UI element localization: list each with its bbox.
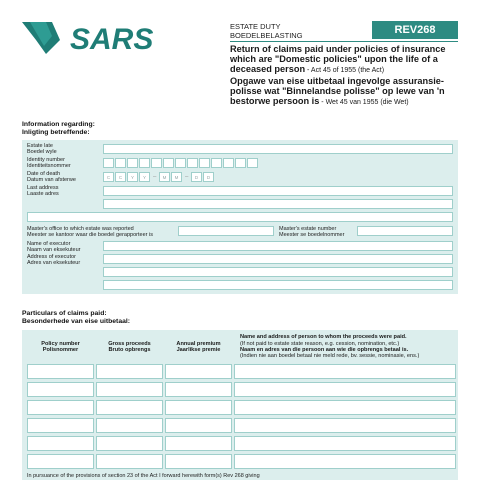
payee-cell[interactable] xyxy=(234,400,456,415)
sars-logo-graphic xyxy=(22,18,162,58)
annual-premium-cell[interactable] xyxy=(165,454,232,469)
annual-premium-cell[interactable] xyxy=(165,418,232,433)
gross-proceeds-cell[interactable] xyxy=(96,400,163,415)
masters-number-label-en: Master's estate number xyxy=(279,226,337,232)
estate-late-label-af: Boedel wyle xyxy=(27,149,57,156)
id-number-label-en: Identity number xyxy=(27,157,65,163)
policy-number-cell[interactable] xyxy=(27,436,94,451)
policy-number-cell[interactable] xyxy=(27,364,94,379)
id-number-label xyxy=(27,157,71,169)
id-cell[interactable] xyxy=(187,158,198,168)
annual-premium-cell[interactable] xyxy=(165,436,232,451)
form-code-badge: REV268 xyxy=(372,21,458,39)
form-title-en xyxy=(230,44,470,77)
last-address-label xyxy=(27,185,59,197)
doc-type-en: ESTATE DUTY xyxy=(230,22,281,31)
title-af-act: - Wet 45 van 1955 (die Wet) xyxy=(319,99,409,107)
title-en-act: - Act 45 of 1955 (the Act) xyxy=(305,67,385,75)
id-cell[interactable] xyxy=(103,158,114,168)
payee-cell[interactable] xyxy=(234,436,456,451)
executor-address-line-3[interactable] xyxy=(103,280,453,290)
last-address-label-af: Laaste adres xyxy=(27,191,59,198)
col2-en: Gross proceeds xyxy=(108,340,151,347)
masters-number-label xyxy=(279,226,344,238)
last-address-label-en: Last address xyxy=(27,185,59,191)
date-separator: – xyxy=(153,174,157,180)
last-address-line-2[interactable] xyxy=(103,199,453,209)
executor-address-label xyxy=(27,254,80,266)
col-header-policy-number xyxy=(27,334,94,360)
id-cell[interactable] xyxy=(127,158,138,168)
title-en-text: Return of claims paid under policies of insurance which are "Domestic policies" upon the life of a deceased person xyxy=(230,44,446,75)
policy-number-cell[interactable] xyxy=(27,418,94,433)
dod-cell-century[interactable]: C xyxy=(115,172,126,182)
dod-cell-century[interactable]: C xyxy=(103,172,114,182)
last-address-line-3[interactable] xyxy=(27,212,453,222)
gross-proceeds-cell[interactable] xyxy=(96,454,163,469)
dod-label-af: Datum van afsterwe xyxy=(27,177,76,184)
payee-cell[interactable] xyxy=(234,364,456,379)
executor-label-af: Naam van eksekuteur xyxy=(27,247,81,254)
estate-late-label-en: Estate late xyxy=(27,143,53,149)
dod-label-en: Date of death xyxy=(27,171,61,177)
masters-office-label xyxy=(27,226,153,238)
dod-cell-year[interactable]: Y xyxy=(139,172,150,182)
masters-office-label-af: Meester se kantoor waar die boedel gerapporteer is xyxy=(27,232,153,239)
policy-number-cell[interactable] xyxy=(27,454,94,469)
claims-section-heading xyxy=(22,310,130,325)
col-header-annual-premium xyxy=(165,334,232,360)
dod-cell-year[interactable]: Y xyxy=(127,172,138,182)
claims-heading-af: Besonderhede van eise uitbetaal: xyxy=(22,317,131,325)
gross-proceeds-cell[interactable] xyxy=(96,382,163,397)
id-cell[interactable] xyxy=(235,158,246,168)
id-cell[interactable] xyxy=(175,158,186,168)
policy-number-cell[interactable] xyxy=(27,400,94,415)
annual-premium-cell[interactable] xyxy=(165,400,232,415)
gross-proceeds-cell[interactable] xyxy=(96,436,163,451)
policy-number-cell[interactable] xyxy=(27,382,94,397)
form-title-af xyxy=(230,76,470,109)
footer-text: In pursuance of the provisions of section 23 of the Act I forward herewith form(s) Rev 268 giving xyxy=(27,473,260,479)
executor-address-label-en: Address of executor xyxy=(27,254,76,260)
claims-table xyxy=(22,330,458,480)
id-number-label-af: Identiteitsnommer xyxy=(27,163,71,170)
executor-address-line-1[interactable] xyxy=(103,254,453,264)
payee-cell[interactable] xyxy=(234,382,456,397)
id-cell[interactable] xyxy=(139,158,150,168)
col4-af-note: (Indien nie aan boedel betaal nie meld rede, bv. sessie, nominasie, ens.) xyxy=(240,353,420,360)
annual-premium-cell[interactable] xyxy=(165,382,232,397)
info-heading-af: Inligting betreffende: xyxy=(22,128,90,136)
payee-cell[interactable] xyxy=(234,454,456,469)
col3-en: Annual premium xyxy=(176,340,221,347)
info-heading-en: Information regarding: xyxy=(22,121,95,128)
executor-name-field[interactable] xyxy=(103,241,453,251)
header-divider xyxy=(230,41,458,42)
document-type xyxy=(230,23,303,40)
masters-office-label-en: Master's office to which estate was reported xyxy=(27,226,134,232)
col-header-payee xyxy=(234,332,456,362)
col4-en-note: (If not paid to estate state reason, e.g. cession, nomination, etc.) xyxy=(240,340,400,347)
col1-af: Polisnommer xyxy=(42,347,79,353)
id-cell[interactable] xyxy=(199,158,210,168)
masters-office-field[interactable] xyxy=(178,226,274,236)
masters-number-label-af: Meester se boedelnommer xyxy=(279,232,345,239)
gross-proceeds-cell[interactable] xyxy=(96,364,163,379)
claims-heading-en: Particulars of claims paid: xyxy=(22,310,107,317)
col2-af: Bruto opbrengs xyxy=(108,347,151,353)
id-cell[interactable] xyxy=(151,158,162,168)
dod-cell-day[interactable]: D xyxy=(191,172,202,182)
doc-type-af: BOEDELBELASTING xyxy=(230,30,303,40)
col4-af: Naam en adres van die persoon aan wie die opbrengs betaal is. xyxy=(240,347,409,353)
dod-cell-month[interactable]: M xyxy=(171,172,182,182)
id-cell[interactable] xyxy=(247,158,258,168)
id-cell[interactable] xyxy=(223,158,234,168)
executor-address-line-2[interactable] xyxy=(103,267,453,277)
sars-logo xyxy=(22,18,162,58)
executor-label-en: Name of executor xyxy=(27,241,71,247)
id-cell[interactable] xyxy=(211,158,222,168)
title-af-text: Opgawe van eise uitbetaal ingevolge assuransie-polisse wat "Binnelandse polisse" op lewe van 'n bestorwe persoon is xyxy=(230,76,445,107)
executor-label xyxy=(27,241,81,253)
last-address-line-1[interactable] xyxy=(103,186,453,196)
estate-late-label xyxy=(27,143,57,155)
id-cell[interactable] xyxy=(115,158,126,168)
col1-en: Policy number xyxy=(41,340,80,347)
dod-label xyxy=(27,171,76,183)
annual-premium-cell[interactable] xyxy=(165,364,232,379)
date-separator: – xyxy=(185,174,189,180)
logo-text: SARS xyxy=(70,23,154,56)
estate-late-field[interactable] xyxy=(103,144,453,154)
col4-en: Name and address of person to whom the proceeds were paid. xyxy=(240,334,407,341)
col-header-gross-proceeds xyxy=(96,334,163,360)
dod-cell-month[interactable]: M xyxy=(159,172,170,182)
dod-cell-day[interactable]: D xyxy=(203,172,214,182)
info-section-heading xyxy=(22,121,95,136)
executor-address-label-af: Adres van eksekuteur xyxy=(27,260,81,267)
info-panel xyxy=(22,140,458,294)
masters-number-field[interactable] xyxy=(357,226,453,236)
id-cell[interactable] xyxy=(163,158,174,168)
payee-cell[interactable] xyxy=(234,418,456,433)
col3-af: Jaarlikse premie xyxy=(176,347,221,353)
gross-proceeds-cell[interactable] xyxy=(96,418,163,433)
